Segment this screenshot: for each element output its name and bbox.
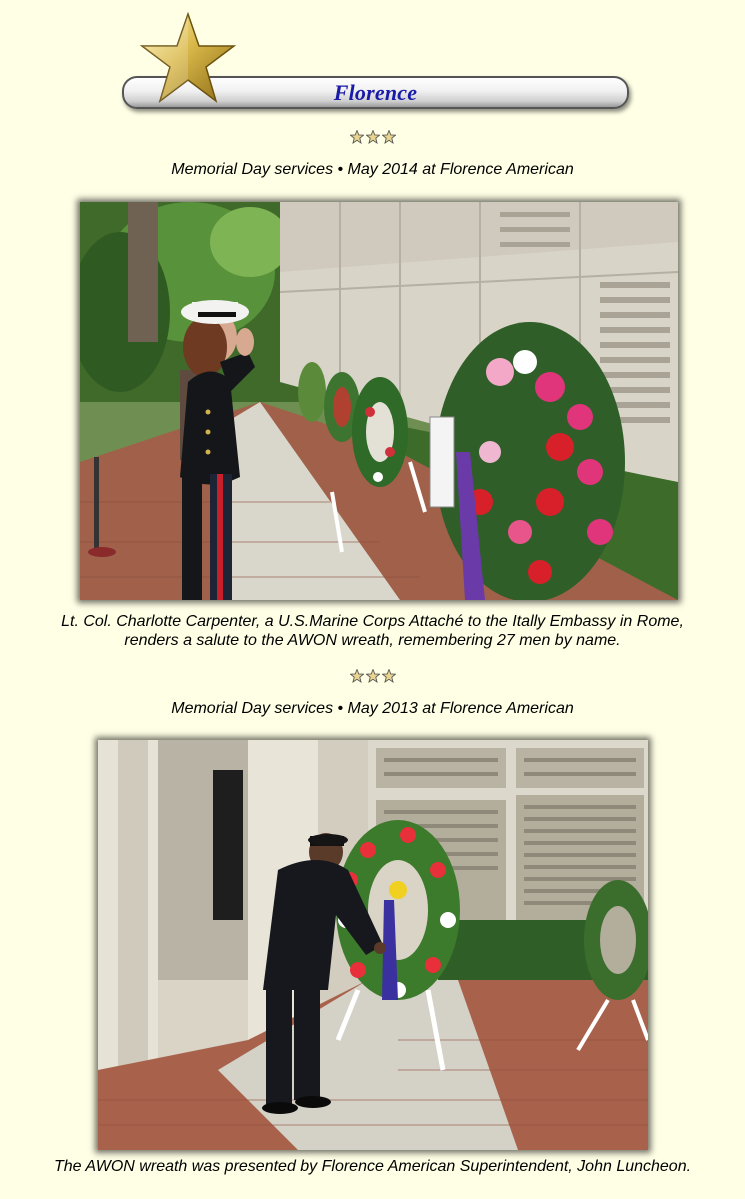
photo-caption-2014-line2: renders a salute to the AWON wreath, remembering 27 men by name. bbox=[124, 632, 621, 649]
page-header bbox=[120, 12, 628, 112]
small-star-icon bbox=[382, 669, 396, 683]
three-stars-divider bbox=[0, 130, 745, 148]
wreath-presentation-photo bbox=[98, 740, 648, 1150]
photo-caption-2013: The AWON wreath was presented by Florence American Superintendent, John Luncheon. bbox=[53, 1158, 692, 1175]
small-star-icon bbox=[350, 130, 364, 144]
section-heading-2013: Memorial Day services • May 2013 at Florence American bbox=[171, 700, 574, 717]
small-star-icon bbox=[366, 669, 380, 683]
page-title: Florence bbox=[333, 80, 418, 105]
section-heading-2014: Memorial Day services • May 2014 at Florence American bbox=[171, 161, 574, 178]
memorial-salute-photo bbox=[80, 202, 678, 600]
gold-star-icon bbox=[138, 12, 238, 104]
small-star-icon bbox=[366, 130, 380, 144]
small-star-icon bbox=[382, 130, 396, 144]
photo-caption-2014-line1: Lt. Col. Charlotte Carpenter, a U.S.Marine Corps Attaché to the Itally Embassy in Rome, bbox=[61, 613, 684, 630]
small-star-icon bbox=[350, 669, 364, 683]
three-stars-divider bbox=[0, 669, 745, 687]
